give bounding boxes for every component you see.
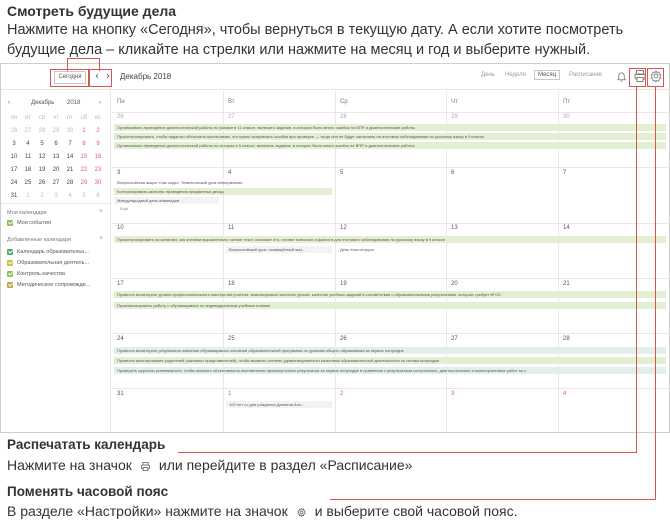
mini-day[interactable]: 9 [96, 141, 100, 147]
mini-day[interactable]: 27 [24, 128, 32, 134]
mini-day[interactable]: 30 [94, 180, 102, 186]
checkbox-icon[interactable] [7, 260, 13, 266]
day-number[interactable]: 25 [228, 336, 235, 342]
mini-day[interactable]: 15 [80, 154, 88, 160]
mini-day[interactable]: 21 [66, 167, 74, 173]
mini-day[interactable]: 28 [38, 128, 46, 134]
dow-header: Пн [117, 99, 125, 105]
help-text-timezone [7, 503, 518, 519]
mini-day[interactable]: 20 [52, 167, 60, 173]
day-number[interactable]: 18 [228, 281, 235, 287]
connector-line [636, 86, 637, 453]
mini-weekday: сб [80, 115, 88, 121]
mini-calendar-month[interactable]: Декабрь [31, 100, 55, 106]
mini-weekday: вт [25, 115, 31, 121]
mini-day[interactable]: 11 [24, 154, 32, 160]
mini-day[interactable]: 4 [68, 193, 72, 199]
highlight-today-button [50, 69, 89, 87]
checkbox-icon[interactable] [7, 249, 13, 255]
event-bar[interactable]: Провести мониторинг результатов освоения обучающимися основной образовательной программы по уровням общего образования за первое полугодие [114, 347, 666, 354]
calendar-item-label: Мои события [17, 220, 51, 226]
highlight-nav-arrows [89, 69, 112, 87]
grid-line [112, 223, 669, 224]
day-number[interactable]: 3 [451, 391, 455, 397]
mini-day[interactable]: 2 [40, 193, 44, 199]
mini-day[interactable]: 27 [52, 180, 60, 186]
my-calendars-title: Мои календари [7, 210, 47, 216]
mini-day[interactable]: 14 [66, 154, 74, 160]
more-events-link[interactable]: Ещё [120, 206, 129, 211]
calendar-item-label: Методическое сопровожде... [17, 282, 91, 288]
print-icon [140, 461, 151, 472]
mini-calendar-grid [7, 113, 107, 201]
today-button[interactable]: Сегодня [54, 71, 86, 84]
view-day-tab[interactable]: День [481, 72, 495, 78]
highlight-print-icon [629, 68, 646, 87]
day-number[interactable]: 2 [340, 391, 344, 397]
mini-day[interactable]: 29 [80, 180, 88, 186]
mini-day[interactable]: 25 [24, 180, 32, 186]
add-my-calendar-icon[interactable]: + [99, 208, 104, 215]
day-number[interactable]: 11 [228, 225, 235, 231]
event-bar[interactable]: Организовать проведение диагностической работы по физике в 11 классе, включить задания, в которых было много ошибок на ВПР, в диагностические работы [114, 124, 666, 131]
mini-day[interactable]: 26 [10, 128, 18, 134]
bell-icon[interactable] [616, 71, 627, 83]
mini-day[interactable]: 13 [52, 154, 60, 160]
day-number[interactable]: 27 [451, 336, 458, 342]
grid-line [112, 388, 669, 389]
mini-day[interactable]: 12 [38, 154, 46, 160]
mini-weekday: пн [10, 115, 18, 121]
event-bar[interactable]: Проконтролировать на занятиях, как ученики выразительно читают текст, излагают его, готовят монологи и диалоги для итогового собеседования по русскому языку в 9 классе [114, 236, 666, 243]
checkbox-icon[interactable] [7, 271, 13, 277]
mini-day[interactable]: 5 [40, 141, 44, 147]
mini-day[interactable]: 26 [38, 180, 46, 186]
mini-day[interactable]: 6 [54, 141, 58, 147]
day-number[interactable]: 24 [117, 336, 124, 342]
help-title-print: Распечатать календарь [7, 437, 166, 452]
day-number[interactable]: 28 [340, 114, 347, 120]
view-week-tab[interactable]: Неделя [505, 72, 526, 78]
mini-day[interactable]: 17 [10, 167, 18, 173]
help-title-future: Смотреть будущие дела [7, 3, 177, 19]
settings-gear-icon [296, 507, 307, 518]
add-calendar-icon[interactable]: + [99, 235, 104, 242]
event-bar[interactable]: Проверить журналы успеваемости, чтобы выявить объективность выставления промежуточных результатов за первое полугодие в сравнении с результатами контрольных, диагностических и мониторинговых работ за з [114, 367, 666, 374]
mini-day[interactable]: 3 [12, 141, 16, 147]
mini-day[interactable]: 6 [96, 193, 100, 199]
event-bar[interactable]: 100 лет со дня рождения Даниила Алл... [226, 401, 332, 408]
mini-day[interactable]: 29 [52, 128, 60, 134]
help-text-timezone-b: и выберите свой часовой пояс. [314, 503, 518, 519]
day-number[interactable]: 5 [340, 170, 344, 176]
calendar-item-edu[interactable] [7, 249, 89, 255]
connector-line [67, 58, 100, 59]
mini-day[interactable]: 28 [66, 180, 74, 186]
day-number[interactable]: 21 [563, 281, 570, 287]
calendar-item-label: Контроль качества [17, 271, 65, 277]
calendar-item-label: Образовательная деятель... [17, 260, 90, 266]
mini-day[interactable]: 1 [82, 128, 86, 134]
view-month-tab[interactable]: Месяц [534, 70, 560, 80]
event-bar[interactable]: Организовать проведение диагностической работы по истории в 5 классе, включить задания, в которых было много ошибок на ВПР, в диагностические работы [114, 142, 666, 149]
event-bar[interactable]: День Конституции [337, 246, 432, 253]
day-number[interactable]: 1 [228, 391, 232, 397]
mini-day[interactable]: 7 [68, 141, 72, 147]
event-bar[interactable]: Провести мониторинг уровня профессионального мастерства учителя: анализировать качество уроков, качество учебных заданий в соответствии с образовательными результатами, которые требует ФГОС [114, 291, 666, 298]
added-calendars-title: Добавленные календари [7, 237, 71, 243]
day-number[interactable]: 7 [563, 170, 567, 176]
day-number[interactable]: 4 [228, 170, 232, 176]
mini-weekday: вс [94, 115, 102, 121]
connector-line [330, 499, 656, 500]
day-number[interactable]: 17 [117, 281, 124, 287]
event-bar[interactable]: Всероссийский урок, посвящённый жиз... [226, 246, 332, 253]
mini-prev-icon[interactable]: ‹ [8, 100, 10, 106]
mini-day[interactable]: 30 [66, 128, 74, 134]
highlight-settings-icon [647, 68, 664, 87]
calendar-item-my-events[interactable] [7, 220, 51, 226]
help-text-line-1: Нажмите на кнопку «Сегодня», чтобы вернуться в текущую дату. А если хотите посмотреть [7, 22, 624, 38]
view-schedule-tab[interactable]: Расписание [569, 72, 603, 78]
grid-line [112, 278, 669, 279]
help-title-timezone: Поменять часовой пояс [7, 484, 169, 499]
event-bar[interactable]: Контролировать качество проведения предметных декад [114, 188, 332, 195]
event-bar[interactable]: Проанализировать работу с обучающимися по индивидуальным учебным планам [114, 302, 666, 309]
day-number[interactable]: 3 [117, 170, 121, 176]
calendar-item-activity[interactable] [7, 260, 89, 266]
prev-month-arrow-icon[interactable]: ‹ [95, 71, 99, 82]
day-number[interactable]: 28 [563, 336, 570, 342]
dow-header: Чт [451, 99, 458, 105]
event-bar[interactable]: Провести анкетирование родителей (законных представителей), чтобы выявить степень удовлетворенности качеством образовательной деятельности по итогам полугодия [114, 357, 666, 364]
grid-line [112, 112, 669, 113]
mini-day[interactable]: 18 [24, 167, 32, 173]
day-number[interactable]: 26 [340, 336, 347, 342]
day-number[interactable]: 26 [117, 114, 124, 120]
day-number[interactable]: 10 [117, 225, 124, 231]
next-month-arrow-icon[interactable]: › [106, 71, 110, 82]
mini-day[interactable]: 23 [94, 167, 102, 173]
mini-day[interactable]: 16 [94, 154, 102, 160]
calendar-screenshot [0, 63, 670, 433]
dow-header: Вт [228, 99, 235, 105]
connector-line [178, 452, 637, 453]
day-number[interactable]: 20 [451, 281, 458, 287]
help-text-line-2: будущие дела – кликайте на стрелки или нажмите на месяц и год и выберите нужный. [7, 42, 591, 58]
day-number[interactable]: 13 [451, 225, 458, 231]
connector-line [99, 58, 100, 71]
mini-day[interactable]: 1 [26, 193, 30, 199]
mini-day[interactable]: 10 [10, 154, 18, 160]
event-bar[interactable]: Международный день инвалидов [114, 197, 219, 204]
mini-day[interactable]: 3 [54, 193, 58, 199]
current-month-title[interactable]: Декабрь 2018 [120, 72, 172, 81]
mini-day[interactable]: 5 [82, 193, 86, 199]
day-number[interactable]: 4 [563, 391, 567, 397]
mini-day[interactable]: 24 [10, 180, 18, 186]
grid-line [112, 167, 669, 168]
mini-day[interactable]: 22 [80, 167, 88, 173]
mini-day[interactable]: 8 [82, 141, 86, 147]
dow-header: Ср [340, 99, 348, 105]
help-text-print [7, 457, 412, 473]
grid-line [112, 333, 669, 334]
calendar-item-quality[interactable] [7, 271, 65, 277]
calendar-toolbar [1, 64, 669, 90]
calendar-sidebar [1, 91, 111, 433]
event-bar[interactable]: Проконтролировать, чтобы педагоги объяснили школьникам, что нужно исправлять ошибки при проверке — тогда они не будут засчитаны на итоговом собеседовании по русскому языку в 9 классе [114, 133, 666, 140]
day-number[interactable]: 30 [563, 114, 570, 120]
day-number[interactable]: 19 [340, 281, 347, 287]
day-number[interactable]: 27 [228, 114, 235, 120]
mini-weekday: чт [53, 115, 59, 121]
day-number[interactable]: 6 [451, 170, 455, 176]
sidebar-divider [1, 203, 111, 204]
dow-header: Пт [563, 99, 571, 105]
day-number[interactable]: 12 [340, 225, 347, 231]
day-number[interactable]: 31 [117, 391, 124, 397]
mini-day[interactable]: 4 [26, 141, 30, 147]
mini-day[interactable]: 31 [10, 193, 18, 199]
mini-day[interactable]: 2 [96, 128, 100, 134]
calendar-item-label: Календарь образовательн... [17, 249, 89, 255]
event-bar[interactable]: Всероссийская акция «Час кода». Тематический урок информатики [114, 179, 332, 186]
day-number[interactable]: 14 [563, 225, 570, 231]
mini-weekday: пт [67, 115, 73, 121]
checkbox-icon[interactable] [7, 282, 13, 288]
checkbox-icon[interactable] [7, 220, 13, 226]
mini-day[interactable]: 19 [38, 167, 46, 173]
day-number[interactable]: 29 [451, 114, 458, 120]
connector-line [655, 86, 656, 500]
calendar-item-method[interactable] [7, 282, 90, 288]
mini-calendar-year[interactable]: 2018 [67, 100, 81, 106]
connector-line [67, 58, 68, 71]
help-text-print-b: или перейдите в раздел «Расписание» [158, 457, 413, 473]
help-text-timezone-a: В разделе «Настройки» нажмите на значок [7, 503, 288, 519]
mini-weekday: ср [38, 115, 46, 121]
mini-next-icon[interactable]: › [99, 100, 101, 106]
help-text-print-a: Нажмите на значок [7, 457, 132, 473]
month-grid [112, 91, 669, 433]
